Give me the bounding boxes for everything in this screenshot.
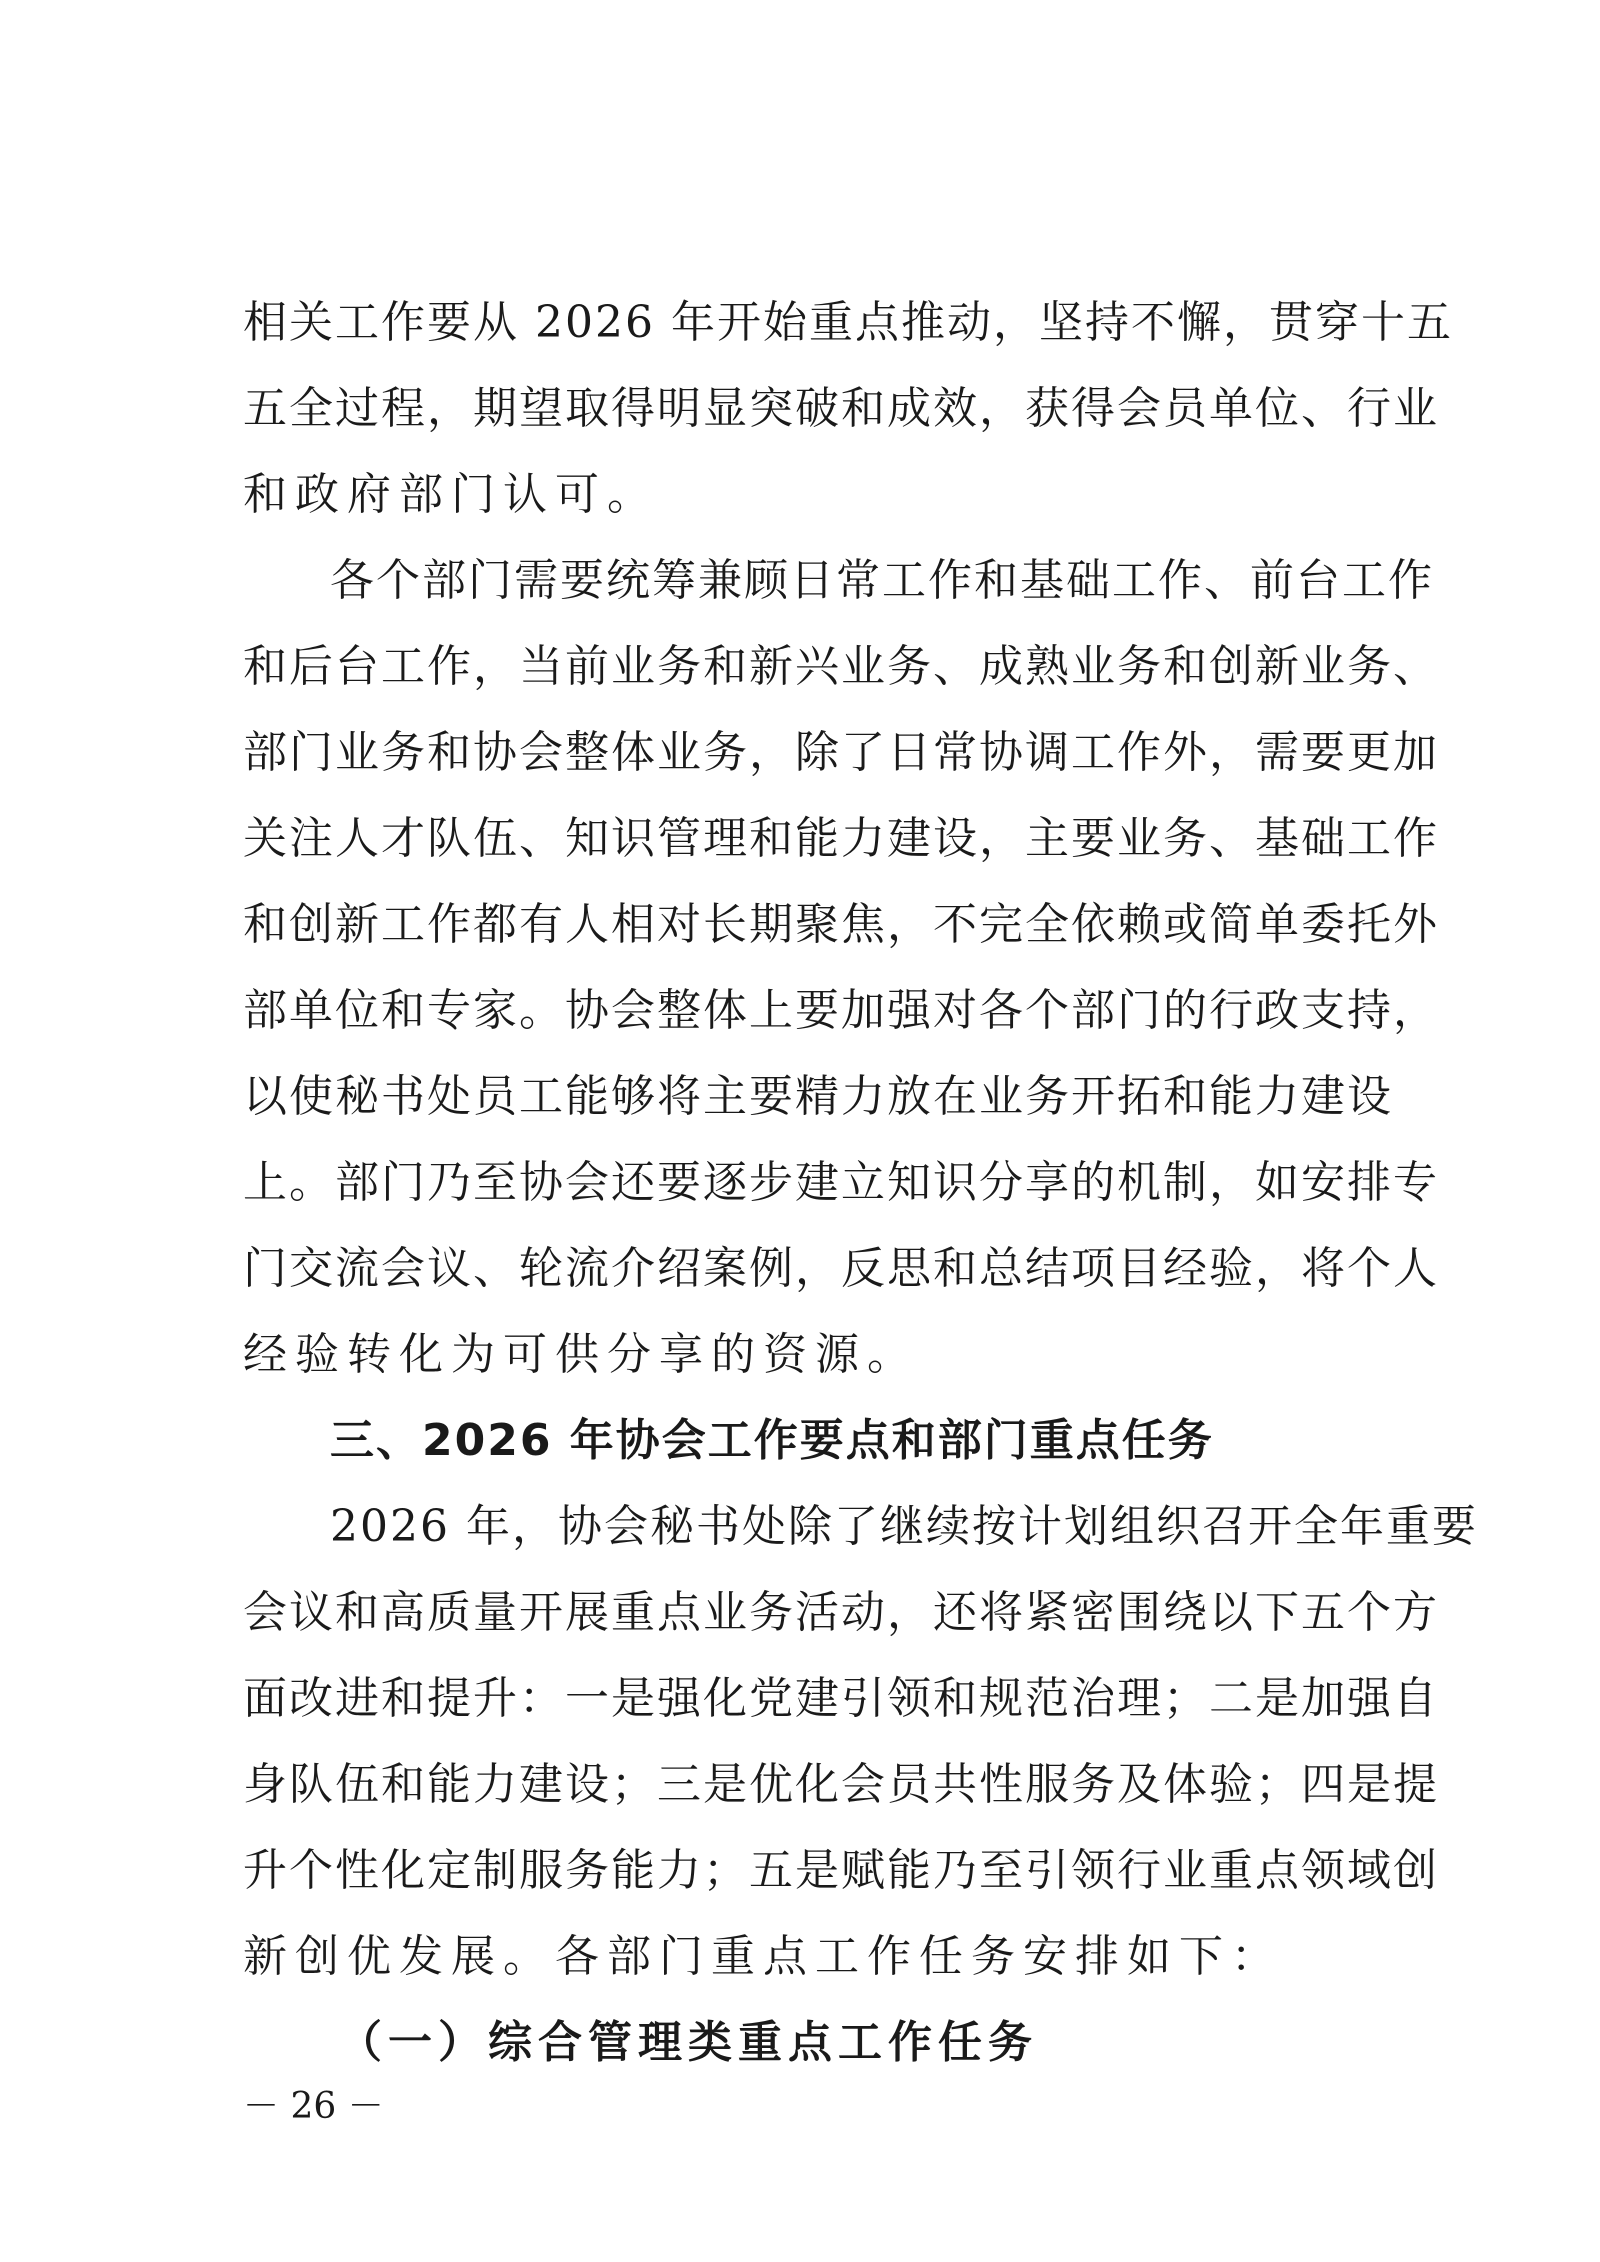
subsection-heading: （一）综合管理类重点工作任务 — [338, 2017, 1038, 2068]
paragraph-2-line-2: 和后台工作，当前业务和新兴业务、成熟业务和创新业务、 — [243, 641, 1439, 692]
paragraph-2-line-4: 关注人才队伍、知识管理和能力建设，主要业务、基础工作 — [243, 813, 1439, 864]
paragraph-3-line-2: 会议和高质量开展重点业务活动，还将紧密围绕以下五个方 — [243, 1587, 1439, 1638]
paragraph-2-line-1: 各个部门需要统筹兼顾日常工作和基础工作、前台工作 — [330, 555, 1434, 606]
section-heading: 三、2026 年协会工作要点和部门重点任务 — [330, 1415, 1214, 1466]
paragraph-1-line-1: 相关工作要从 2026 年开始重点推动，坚持不懈，贯穿十五 — [243, 297, 1453, 348]
paragraph-3-line-4: 身队伍和能力建设；三是优化会员共性服务及体验；四是提 — [243, 1759, 1439, 1810]
paragraph-2-line-7: 以使秘书处员工能够将主要精力放在业务开拓和能力建设 — [243, 1071, 1393, 1122]
paragraph-3-line-3: 面改进和提升：一是强化党建引领和规范治理；二是加强自 — [243, 1673, 1439, 1724]
paragraph-3-line-5: 升个性化定制服务能力；五是赋能乃至引领行业重点领域创 — [243, 1845, 1439, 1896]
paragraph-2-line-6: 部单位和专家。协会整体上要加强对各个部门的行政支持， — [243, 985, 1439, 1036]
paragraph-3-line-6: 新创优发展。各部门重点工作任务安排如下： — [243, 1931, 1283, 1982]
paragraph-2-line-8: 上。部门乃至协会还要逐步建立知识分享的机制，如安排专 — [243, 1157, 1439, 1208]
paragraph-2-line-10: 经验转化为可供分享的资源。 — [243, 1329, 919, 1380]
paragraph-2-line-9: 门交流会议、轮流介绍案例，反思和总结项目经验，将个人 — [243, 1243, 1439, 1294]
paragraph-2-line-5: 和创新工作都有人相对长期聚焦，不完全依赖或简单委托外 — [243, 899, 1439, 950]
paragraph-3-line-1: 2026 年，协会秘书处除了继续按计划组织召开全年重要 — [330, 1501, 1478, 1552]
paragraph-1-line-3: 和政府部门认可。 — [243, 469, 659, 520]
paragraph-1-line-2: 五全过程，期望取得明显突破和成效，获得会员单位、行业 — [243, 383, 1439, 434]
paragraph-2-line-3: 部门业务和协会整体业务，除了日常协调工作外，需要更加 — [243, 727, 1439, 778]
page-number: － 26 － — [243, 2086, 384, 2127]
